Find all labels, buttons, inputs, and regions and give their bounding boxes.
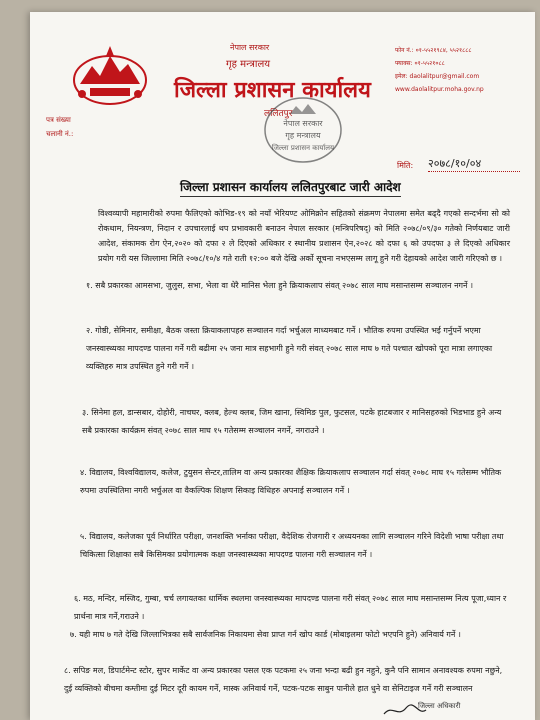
contact-website[interactable]: www.daolalitpur.moha.gov.np <box>395 86 484 93</box>
office-title: जिल्ला प्रशासन कार्यालय <box>174 78 371 103</box>
stamp-line-2: गृह मन्त्रालय <box>285 131 321 140</box>
order-item-6 <box>74 590 510 626</box>
date-value: २०७८/१०/०४ <box>428 156 520 172</box>
item-number: ३. <box>82 408 89 417</box>
item-text: गोष्ठी, सेमिनार, समीक्षा, बैठक जस्ता क्रियाकलापहरु सञ्चालन गर्दा भर्चुअल माध्यमबाट गर्ने । भौतिक रुपमा उपस्थित भई गर्नुपर्ने भएमा जनस्वास्थ्यका मापदण्ड पालना गर्ने गरी बढीमा २५ जना मात्र सहभागी हुने गरी संवत् २०७८ साल माघ ७ गते पश्चात खोपको पूरा मात्रा लगाएका व्यक्तिहरु मात्र उपस्थित हुने गरी गर्ने । <box>86 326 493 371</box>
item-text: सबै प्रकारका आमसभा, जुलुस, सभा, भेला वा धेरै मानिस भेला हुने क्रियाकलाप संवत् २०७८ साल माघ मसान्तसम्म सञ्चालन नगर्ने । <box>95 281 474 290</box>
item-text: सिनेमा हल, डान्सबार, दोहोरी, नाचघर, क्लब, हेल्थ क्लब, जिम खाना, स्विमिङ पुल, फुटसल, पटके हाटबजार र मानिसहरुको भिडभाड हुने अन्य सबै प्रकारका कार्यक्रम संवत् २०७८ साल माघ १५ गतेसम्म सञ्चालन नगर्ने, नगराउने । <box>82 408 502 435</box>
item-number: ६. <box>74 594 81 603</box>
contact-email[interactable]: इमेल: daolalitpur@gmail.com <box>395 73 480 80</box>
contact-phone: फोन नं.: ०१-५५२१९८४, ५५२१८८८ <box>395 47 472 54</box>
order-item-7 <box>70 626 510 644</box>
item-text: विद्यालय, विश्वविद्यालय, कलेज, टुयुसन सेन्टर,तालिम वा अन्य प्रकारका शैक्षिक क्रियाकलाप सञ्चालन गर्दा संवत् २०७८ माघ १५ गतेसम्म भौतिक रुपमा उपस्थितिमा नगरी भर्चुअल वा वैकल्पिक शिक्षण सिकाइ विधिहरु अपनाई सञ्चालन गर्ने । <box>80 468 502 495</box>
item-number: ७. <box>70 630 77 639</box>
gov-name: नेपाल सरकार <box>230 43 270 52</box>
dispatch-label: चलानी नं.: <box>46 130 74 138</box>
item-text: विद्यालय, कलेजका पूर्व निर्धारित परीक्षा, जनशक्ति भर्नाका परीक्षा, वैदेशिक रोजगारी र अध्ययनका लागि सञ्चालन गरिने विदेशी भाषा परीक्षा तथा चिकित्सा शिक्षाका सबै किसिमका प्रयोगात्मक कक्षा जनस्वास्थ्यका मापदण्ड पालना गरी सञ्चालन गर्ने । <box>80 532 504 559</box>
office-stamp <box>262 94 344 166</box>
intro-paragraph: विश्वव्यापी महामारीको रुपमा फैलिएको कोभिड-१९ को नयाँ भेरियण्ट ओमिक्रोन सहितको संक्रमण नेपालमा समेत बढ्दै गएको सन्दर्भमा सो को रोकथाम, नियन्त्रण, निदान र उपचारलाई थप प्रभावकारी बनाउन नेपाल सरकार (मन्त्रिपरिषद्) को मिति २०७८/०९/३० गतेको निर्णयबाट जारी आदेश, संकामक रोग ऐन,२०२० को दफा २ ले दिएको अधिकार र स्थानीय प्रशासन ऐन,२०२८ को दफा ६ को उपदफा ३ ले दिएको अधिकार प्रयोग गरी यस जिल्लामा मिति २०७८/१०/४ गते राती १२:०० बजे देखि अर्को सूचना नभएसम्म लागू हुने गरी देहायको आदेश जारी गरिएको छ । <box>98 209 510 263</box>
letter-page <box>30 12 535 720</box>
order-item-5 <box>80 528 510 564</box>
item-number: ४. <box>80 468 87 477</box>
item-number: ५. <box>80 532 87 541</box>
item-number: ८. <box>64 666 71 675</box>
stamp-line-1: नेपाल सरकार <box>283 119 323 128</box>
office-location: ललितपुर <box>264 109 293 119</box>
item-text: सपिङ मल, डिपार्टमेन्ट स्टोर, सुपर मार्केट वा अन्य प्रकारका पसल एक पटकमा २५ जना भन्दा बढी हुन नहुने, कुनै पनि सामान अनावश्यक रुपमा नछुने, दुई व्यक्तिको बीचमा कम्तीमा दुई मिटर दूरी कायम गर्ने, मास्क अनिवार्य गर्ने, पटक-पटक साबुन पानीले हात धुने वा सेनिटाइज गर्ने गरी सञ्चालन <box>64 666 503 693</box>
item-text: यही माघ ७ गते देखि जिल्लाभित्रका सबै सार्वजनिक निकायमा सेवा प्राप्त गर्न खोप कार्ड (मोबाइलमा फोटो भएपनि हुने) अनिवार्य गर्ने । <box>79 630 461 639</box>
item-number: १. <box>86 281 93 290</box>
order-item-2 <box>86 322 510 376</box>
signature-label: जिल्ला अधिकारी <box>418 702 461 710</box>
stamp-line-3: जिल्ला प्रशासन कार्यालय <box>271 144 335 152</box>
order-item-8 <box>64 662 510 698</box>
contact-fax: फ्याक्स: ०१-५५२१०८८ <box>395 60 445 67</box>
item-text: मठ, मन्दिर, मस्जिद, गुम्बा, चर्च लगायतका धार्मिक स्थलमा जनस्वास्थ्यका मापदण्ड पालना गरी संवत् २०७८ साल माघ मसान्तसम्म नित्य पूजा,ध्यान र प्रार्थना मात्र गर्ने,गराउने । <box>74 594 507 621</box>
order-item-4 <box>80 464 510 500</box>
order-heading: जिल्ला प्रशासन कार्यालय ललितपुरबाट जारी आदेश <box>180 178 401 197</box>
contact-block <box>395 44 530 96</box>
item-number: २. <box>86 326 93 335</box>
date-label: मिति: <box>397 161 414 170</box>
order-item-1 <box>86 277 510 295</box>
ministry-name: गृह मन्त्रालय <box>226 59 271 70</box>
nepal-emblem-icon <box>70 42 150 107</box>
ref-label: पत्र संख्या <box>46 116 71 124</box>
order-item-3 <box>82 404 510 440</box>
